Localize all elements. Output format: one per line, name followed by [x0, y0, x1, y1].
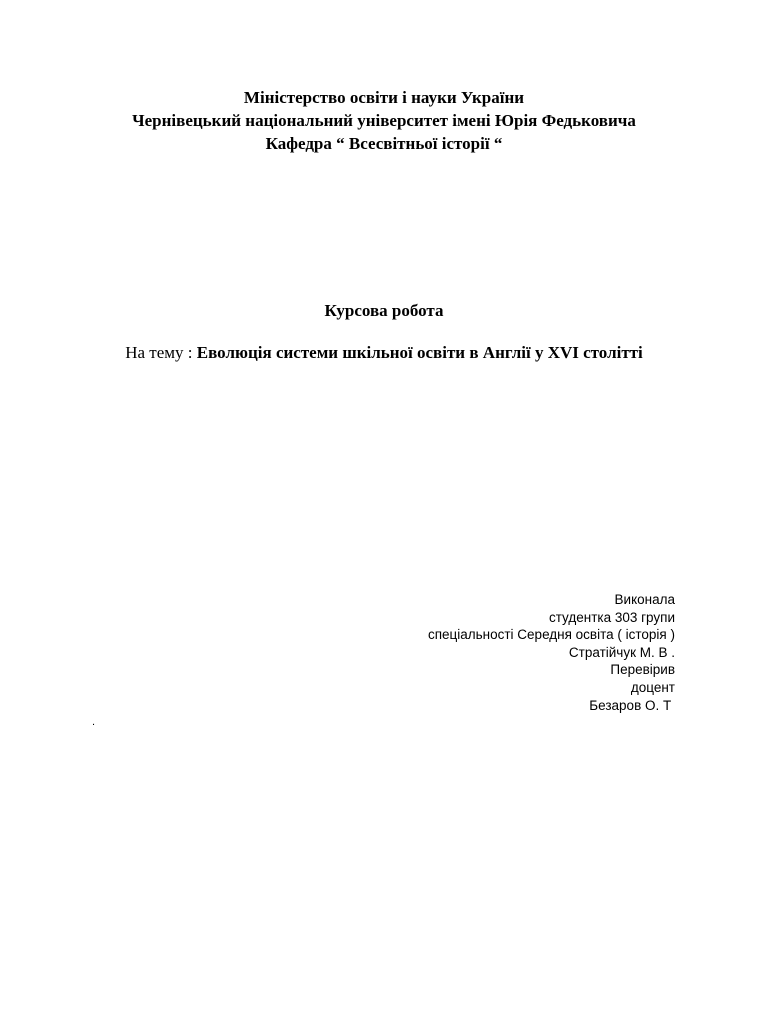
- institution-header: [0, 86, 768, 155]
- work-type-title: Курсова робота: [324, 301, 444, 320]
- topic-line: [0, 342, 768, 364]
- student-group-line: студентка 303 групи: [548, 609, 675, 625]
- ministry-line: Міністерство освіти і науки України: [243, 88, 525, 107]
- performed-by-label: Виконала: [614, 592, 675, 607]
- topic-prefix: На тему :: [125, 343, 197, 362]
- supervisor-name: Безаров О. Т: [589, 697, 675, 713]
- department-line: Кафедра “ Всесвітньої історії “: [265, 134, 503, 153]
- specialty-line: спеціальності Середня освіта ( історія ): [427, 627, 675, 643]
- university-line: Чернівецький національний університет імені Юрія Федьковича: [132, 111, 636, 130]
- signature-block: [428, 591, 675, 714]
- checked-by-label: Перевірив: [610, 662, 675, 678]
- supervisor-title: доцент: [630, 679, 675, 695]
- topic-title: Еволюція системи шкільної освіти в Англії у XVI столітті: [196, 343, 643, 362]
- stray-mark: .: [92, 716, 96, 728]
- student-name: Стратійчук М. В .: [568, 644, 675, 660]
